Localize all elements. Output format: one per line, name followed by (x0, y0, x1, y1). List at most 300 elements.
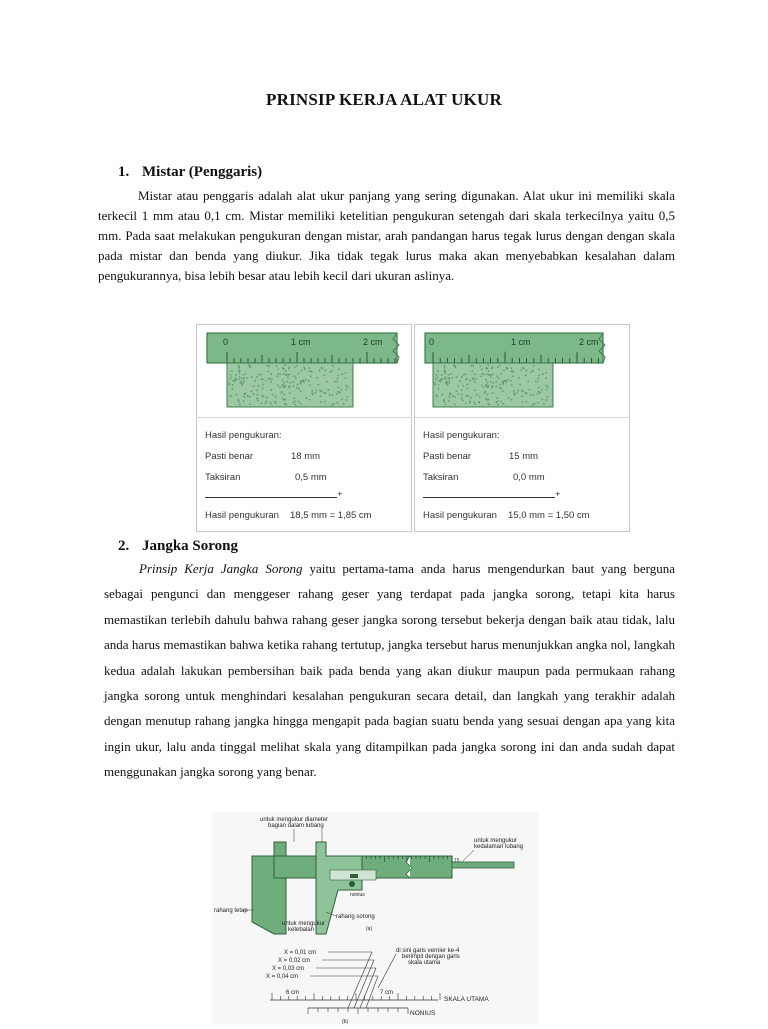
texture-dot (513, 392, 515, 394)
texture-dot (275, 396, 277, 398)
plus-sign: + (337, 489, 343, 500)
texture-dot (476, 394, 478, 396)
texture-dot (527, 381, 529, 383)
texture-dot (298, 373, 300, 375)
section-paragraph-2 (104, 556, 675, 785)
texture-dot (459, 380, 461, 382)
texture-dot (503, 370, 505, 372)
texture-dot (236, 394, 238, 396)
texture-dot (283, 394, 285, 396)
row-value-certain: 18 mm (291, 451, 321, 462)
texture-dot (443, 401, 445, 403)
row-label-certain: Pasti benar (423, 451, 472, 462)
texture-dot (329, 394, 331, 396)
texture-dot (283, 373, 285, 375)
texture-dot (265, 380, 267, 382)
texture-dot (517, 390, 519, 392)
texture-dot (488, 404, 490, 406)
texture-dot (502, 403, 504, 405)
texture-dot (336, 393, 338, 395)
texture-dot (230, 377, 232, 379)
texture-dot (486, 386, 488, 388)
texture-dot (492, 392, 494, 394)
texture-dot (345, 377, 347, 379)
texture-dot (311, 390, 313, 392)
texture-dot (269, 378, 271, 380)
texture-dot (472, 365, 474, 367)
texture-dot (326, 381, 328, 383)
texture-dot (279, 386, 281, 388)
measured-object-1 (227, 363, 353, 407)
texture-dot (479, 365, 481, 367)
texture-dot (270, 381, 272, 383)
texture-dot (285, 370, 287, 372)
texture-dot (337, 378, 339, 380)
texture-dot (474, 403, 476, 405)
texture-dot (241, 381, 243, 383)
texture-dot (475, 378, 477, 380)
texture-dot (466, 388, 468, 390)
texture-dot (438, 388, 440, 390)
paragraph-text-2: yaitu pertama-tama anda harus mengendurkan baut yang berguna sebagai pengunci dan menggeser rahang geser yang terdapat pada jangka sorong, tetapi kita harus memastikan terlebih dahulu bahwa rahang geser jangka sorong tersebut bekerja dengan baik atau tidak, lalu anda harus memastikan bahwa ketika rahang tertutup, jangka tersebut harus menunjukkan angka nol, langkah kedua adalah lakukan pembersihan baik pada benda yang akan diukur maupun pada permukaan rahang jangka sorong untuk menghindari kesalahan pengukuran secara detail, dan langkah yang terakhir adalah dengan menutup rahang jangka hingga mengapit pada bagian suatu benda yang sesuai dengan apa yang kita ingin ukur, lalu anda tinggal melihat skala yang ditampilkan pada jangka sorong ini dan anda sudah dapat menggunakan jangka sorong yang benar. (104, 561, 676, 780)
label-fixed-jaw: rahang tetap (214, 908, 248, 914)
texture-dot (241, 384, 243, 386)
texture-dot (258, 385, 260, 387)
texture-dot (342, 373, 344, 375)
texture-dot (278, 373, 280, 375)
texture-dot (345, 399, 347, 401)
texture-dot (254, 380, 256, 382)
texture-dot (508, 397, 510, 399)
row-label-estimate: Taksiran (423, 472, 459, 483)
texture-dot (243, 382, 245, 384)
texture-dot (444, 373, 446, 375)
texture-dot (495, 381, 497, 383)
texture-dot (474, 373, 476, 375)
note-2: berimpit dengan garis (402, 954, 460, 960)
texture-dot (510, 367, 512, 369)
texture-dot (279, 373, 281, 375)
texture-dot (336, 402, 338, 404)
texture-dot (516, 392, 518, 394)
texture-dot (438, 384, 440, 386)
texture-dot (287, 374, 289, 376)
texture-dot (269, 401, 271, 403)
texture-dot (238, 370, 240, 372)
scale-15-label: 15 (454, 858, 460, 864)
texture-dot (470, 400, 472, 402)
texture-dot (450, 373, 452, 375)
texture-dot (300, 403, 302, 405)
texture-dot (481, 369, 483, 371)
texture-dot (469, 402, 471, 404)
texture-dot (332, 394, 334, 396)
texture-dot (294, 375, 296, 377)
texture-dot (449, 380, 451, 382)
texture-dot (480, 376, 482, 378)
label-nonius-small: nonius (350, 892, 365, 898)
texture-dot (492, 374, 494, 376)
texture-dot (463, 374, 465, 376)
texture-dot (538, 375, 540, 377)
texture-dot (465, 374, 467, 376)
texture-dot (505, 380, 507, 382)
caliper-diagram (212, 812, 538, 1024)
section-title-2: Jangka Sorong (142, 538, 239, 554)
label-depth-2: kedalaman lubang (474, 844, 524, 850)
texture-dot (270, 373, 272, 375)
texture-dot (284, 399, 286, 401)
texture-dot (486, 382, 488, 384)
texture-dot (507, 379, 509, 381)
result-value: 18,5 mm = 1,85 cm (290, 510, 372, 521)
texture-dot (232, 388, 234, 390)
texture-dot (510, 380, 512, 382)
texture-dot (322, 367, 324, 369)
texture-dot (532, 404, 534, 406)
texture-dot (519, 384, 521, 386)
caliper-figure (212, 812, 538, 1024)
texture-dot (474, 389, 476, 391)
texture-dot (448, 382, 450, 384)
texture-dot (345, 372, 347, 374)
sum-line (205, 497, 337, 498)
page-title: PRINSIP KERJA ALAT UKUR (266, 90, 502, 109)
texture-dot (247, 395, 249, 397)
texture-dot (485, 379, 487, 381)
texture-dot (249, 404, 251, 406)
texture-dot (294, 400, 296, 402)
texture-dot (462, 385, 464, 387)
texture-dot (340, 389, 342, 391)
texture-dot (466, 395, 468, 397)
texture-dot (484, 392, 486, 394)
texture-dot (434, 382, 436, 384)
texture-dot (320, 395, 322, 397)
texture-dot (456, 376, 458, 378)
texture-dot (465, 402, 467, 404)
texture-dot (535, 381, 537, 383)
texture-dot (333, 403, 335, 405)
texture-dot (297, 384, 299, 386)
texture-dot (289, 382, 291, 384)
texture-dot (251, 390, 253, 392)
texture-dot (323, 374, 325, 376)
texture-dot (288, 366, 290, 368)
tick-label-1cm: 1 cm (291, 337, 311, 347)
texture-dot (534, 403, 536, 405)
result-label: Hasil pengukuran (423, 510, 497, 521)
texture-dot (243, 400, 245, 402)
texture-dot (495, 385, 497, 387)
texture-dot (320, 401, 322, 403)
texture-dot (258, 374, 260, 376)
texture-dot (483, 373, 485, 375)
texture-dot (443, 399, 445, 401)
texture-dot (298, 388, 300, 390)
texture-dot (511, 399, 513, 401)
texture-dot (323, 392, 325, 394)
texture-dot (267, 371, 269, 373)
texture-dot (490, 381, 492, 383)
texture-dot (481, 385, 483, 387)
texture-dot (452, 395, 454, 397)
texture-dot (497, 366, 499, 368)
texture-dot (488, 374, 490, 376)
texture-dot (331, 370, 333, 372)
texture-dot (498, 377, 500, 379)
texture-dot (346, 396, 348, 398)
texture-dot (343, 403, 345, 405)
texture-dot (234, 381, 236, 383)
texture-dot (542, 399, 544, 401)
texture-dot (474, 381, 476, 383)
texture-dot (513, 371, 515, 373)
texture-dot (267, 365, 269, 367)
texture-dot (337, 391, 339, 393)
x-label-4: X = 0,04 cm (266, 974, 299, 980)
texture-dot (491, 366, 493, 368)
texture-dot (491, 368, 493, 370)
tick-label-0: 0 (223, 337, 229, 347)
texture-dot (467, 384, 469, 386)
texture-dot (547, 386, 549, 388)
texture-dot (471, 365, 473, 367)
texture-dot (308, 380, 310, 382)
texture-dot (546, 399, 548, 401)
texture-dot (289, 392, 291, 394)
texture-dot (446, 381, 448, 383)
texture-dot (337, 375, 339, 377)
main-scale-6cm: 6 cm (286, 990, 300, 996)
texture-dot (276, 365, 278, 367)
measurement-info-1 (197, 417, 411, 532)
texture-dot (444, 367, 446, 369)
tick-label-1cm: 1 cm (511, 337, 531, 347)
texture-dot (492, 382, 494, 384)
texture-dot (319, 390, 321, 392)
texture-dot (530, 371, 532, 373)
texture-dot (256, 376, 258, 378)
tick-label-0: 0 (429, 337, 435, 347)
texture-dot (532, 370, 534, 372)
texture-dot (546, 396, 548, 398)
result-value: 15,0 mm = 1,50 cm (508, 510, 590, 521)
texture-dot (506, 367, 508, 369)
texture-dot (289, 374, 291, 376)
row-value-certain: 15 mm (509, 451, 539, 462)
texture-dot (440, 378, 442, 380)
texture-dot (238, 365, 240, 367)
paragraph-lead-italic: Prinsip Kerja Jangka Sorong (139, 561, 303, 576)
texture-dot (497, 404, 499, 406)
texture-dot (341, 399, 343, 401)
row-value-estimate: 0,0 mm (513, 472, 545, 483)
texture-dot (228, 382, 230, 384)
texture-dot (488, 399, 490, 401)
ruler-illustration-1 (197, 325, 411, 417)
label-thick-1: untuk mengukur (282, 921, 326, 927)
texture-dot (461, 389, 463, 391)
texture-dot (525, 392, 527, 394)
texture-dot (239, 404, 241, 406)
texture-dot (521, 390, 523, 392)
result-label: Hasil pengukuran (205, 510, 279, 521)
texture-dot (462, 400, 464, 402)
texture-dot (487, 394, 489, 396)
texture-dot (232, 380, 234, 382)
texture-dot (270, 389, 272, 391)
texture-dot (500, 373, 502, 375)
texture-dot (461, 376, 463, 378)
texture-dot (268, 365, 270, 367)
texture-dot (483, 386, 485, 388)
section-title-1: Mistar (Penggaris) (142, 164, 263, 180)
texture-dot (345, 389, 347, 391)
label-thick-2: ketebalan (288, 927, 315, 933)
texture-dot (539, 392, 541, 394)
fixed-jaw (252, 842, 286, 934)
section-paragraph-1 (98, 186, 675, 286)
texture-dot (265, 400, 267, 402)
row-label-estimate: Taksiran (205, 472, 241, 483)
label-main-scale: SKALA UTAMA (444, 996, 489, 1003)
texture-dot (270, 403, 272, 405)
section-heading-2 (118, 538, 238, 555)
caption-b: (b) (342, 1019, 349, 1024)
texture-dot (513, 390, 515, 392)
texture-dot (441, 394, 443, 396)
texture-dot (239, 376, 241, 378)
ruler-illustration-2 (415, 325, 629, 417)
texture-dot (469, 380, 471, 382)
texture-dot (239, 378, 241, 380)
texture-dot (293, 402, 295, 404)
texture-dot (257, 400, 259, 402)
texture-dot (481, 373, 483, 375)
label-inner-2: bagian dalam lubang (268, 823, 324, 829)
texture-dot (303, 367, 305, 369)
texture-dot (282, 398, 284, 400)
texture-dot (249, 364, 251, 366)
texture-dot (310, 375, 312, 377)
texture-dot (253, 393, 255, 395)
texture-dot (488, 370, 490, 372)
texture-dot (285, 374, 287, 376)
texture-dot (229, 379, 231, 381)
info-heading: Hasil pengukuran: (423, 430, 500, 441)
texture-dot (246, 377, 248, 379)
texture-dot (451, 377, 453, 379)
texture-dot (499, 387, 501, 389)
texture-dot (546, 389, 548, 391)
texture-dot (238, 399, 240, 401)
texture-dot (231, 370, 233, 372)
texture-dot (277, 369, 279, 371)
x-label-1: X = 0,01 cm (284, 950, 317, 956)
texture-dot (280, 392, 282, 394)
texture-dot (303, 381, 305, 383)
texture-dot (492, 385, 494, 387)
texture-dot (239, 382, 241, 384)
texture-dot (496, 375, 498, 377)
texture-dot (441, 374, 443, 376)
texture-dot (445, 382, 447, 384)
texture-dot (512, 375, 514, 377)
note-1: di sini garis vernier ke-4 (396, 948, 460, 954)
texture-dot (436, 374, 438, 376)
texture-dot (435, 379, 437, 381)
texture-dot (537, 381, 539, 383)
note-3: skala utama (408, 960, 441, 966)
texture-dot (470, 397, 472, 399)
texture-dot (511, 370, 513, 372)
texture-dot (478, 401, 480, 403)
texture-dot (265, 402, 267, 404)
texture-dot (437, 370, 439, 372)
texture-dot (263, 395, 265, 397)
texture-dot (486, 373, 488, 375)
texture-dot (300, 391, 302, 393)
texture-dot (305, 379, 307, 381)
texture-dot (294, 366, 296, 368)
texture-dot (238, 367, 240, 369)
texture-dot (244, 393, 246, 395)
texture-dot (506, 381, 508, 383)
row-value-estimate: 0,5 mm (295, 472, 327, 483)
texture-dot (325, 370, 327, 372)
texture-dot (543, 403, 545, 405)
texture-dot (316, 390, 318, 392)
texture-dot (444, 376, 446, 378)
texture-dot (257, 394, 259, 396)
texture-dot (473, 378, 475, 380)
texture-dot (319, 369, 321, 371)
texture-dot (256, 389, 258, 391)
texture-dot (545, 377, 547, 379)
texture-dot (239, 373, 241, 375)
texture-dot (542, 373, 544, 375)
texture-dot (471, 371, 473, 373)
texture-dot (529, 389, 531, 391)
texture-dot (262, 378, 264, 380)
texture-dot (448, 374, 450, 376)
texture-dot (438, 380, 440, 382)
texture-dot (317, 377, 319, 379)
texture-dot (448, 400, 450, 402)
texture-dot (447, 377, 449, 379)
info-heading: Hasil pengukuran: (205, 430, 282, 441)
label-nonius: NONIUS (410, 1010, 436, 1017)
texture-dot (292, 385, 294, 387)
texture-dot (539, 368, 541, 370)
texture-dot (488, 385, 490, 387)
texture-dot (525, 374, 527, 376)
texture-dot (274, 401, 276, 403)
texture-dot (545, 372, 547, 374)
measurement-info-2 (415, 417, 629, 532)
texture-dot (298, 401, 300, 403)
texture-dot (283, 382, 285, 384)
row-label-certain: Pasti benar (205, 451, 254, 462)
texture-dot (249, 396, 251, 398)
texture-dot (541, 389, 543, 391)
texture-dot (282, 386, 284, 388)
texture-dot (311, 371, 313, 373)
texture-dot (311, 392, 313, 394)
texture-dot (501, 388, 503, 390)
texture-dot (502, 391, 504, 393)
